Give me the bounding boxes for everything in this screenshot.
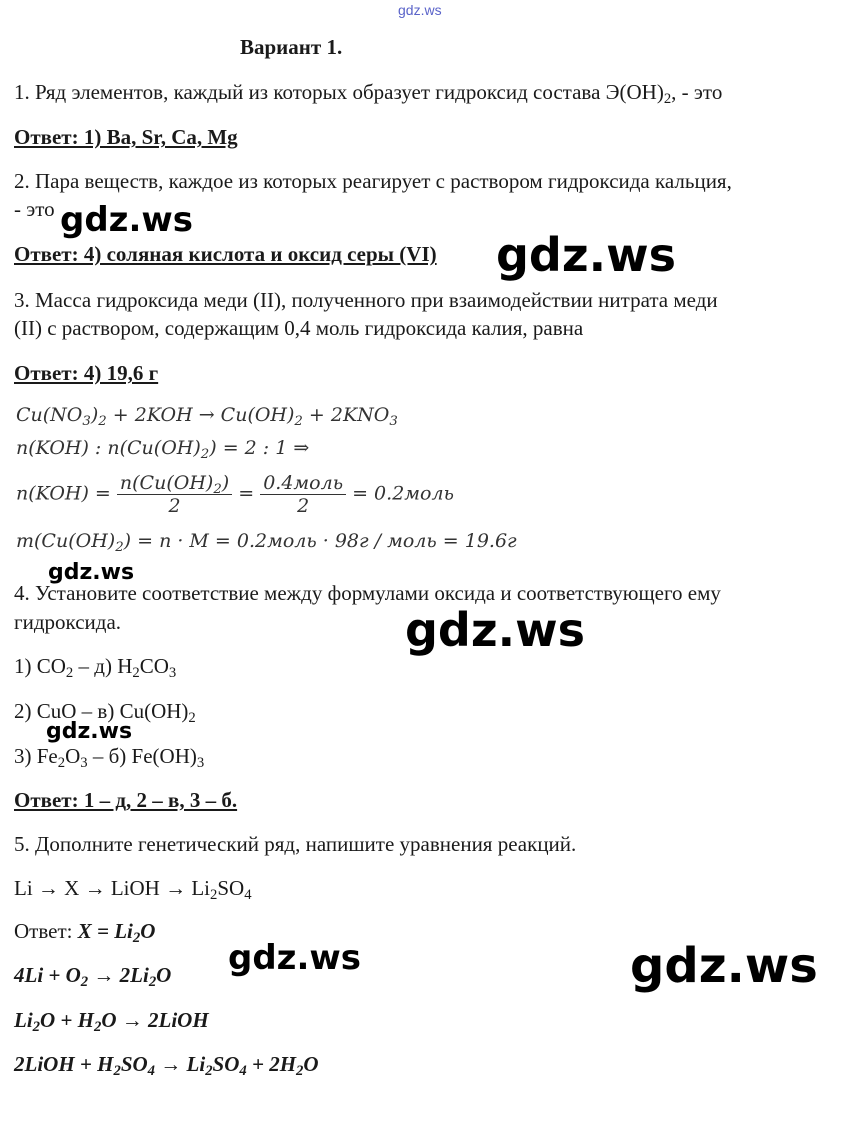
watermark: gdz.ws: [48, 560, 135, 585]
question-4-line-1: 4. Установите соответствие между формулами оксида и соответствующего ему: [14, 581, 721, 605]
page-title: Вариант 1.: [240, 35, 343, 59]
reaction-2: $Li_2O + H_2O$ → 2LiOH: [14, 1008, 209, 1035]
question-3-line-2: (II) с раствором, содержащим 0,4 моль гидроксида калия, равна: [14, 316, 584, 340]
answer-3: Ответ: 4) 19,6 г: [14, 361, 159, 385]
equation-reaction: $Cu(NO_3)_2 + 2KOH \to Cu(OH)_2 + 2KNO_3$: [16, 404, 398, 429]
reaction-1: $4Li + O_2 \to 2Li_2O$: [14, 963, 172, 990]
watermark: gdz.ws: [46, 719, 133, 744]
question-2-line-1: 2. Пара веществ, каждое из которых реагирует с раствором гидроксида кальция,: [14, 169, 732, 193]
watermark: gdz.ws: [228, 938, 362, 978]
answer-2: Ответ: 4) соляная кислота и оксид серы (VI): [14, 242, 437, 266]
answer-4: Ответ: 1 – д, 2 – в, 3 – б.: [14, 788, 238, 812]
watermark-top: gdz.ws: [398, 2, 442, 18]
equation-ratio: n(KOH) : $n(Cu(OH)_2) = 2$ : 1 ⇒: [16, 437, 310, 462]
match-item-2: 2) CuO – в) $Cu(OH)_2$: [14, 699, 196, 726]
question-1: 1. Ряд элементов, каждый из которых образует гидроксид состава $Э(ОН)_2$, - это: [14, 80, 723, 107]
question-5: 5. Дополните генетический ряд, напишите уравнения реакций.: [14, 832, 577, 856]
match-item-3: 3) $Fe_2O_3 - б$) $Fe(OH)_3$: [14, 744, 205, 771]
equation-moles: n(KOH) = $\frac{n(Cu(OH)_2)}{2}$ = $\frac{\text{0.4моль}}{2}$ = 0.2моль: [16, 472, 454, 517]
watermark: gdz.ws: [60, 200, 194, 240]
watermark: gdz.ws: [405, 603, 585, 657]
match-item-1: 1) $CO_2 - д$) $H_2CO_3$: [14, 654, 177, 681]
question-4-line-2: гидроксида.: [14, 610, 122, 634]
answer-5: Ответ: $X = Li_2O$: [14, 919, 156, 946]
answer-1: Ответ: 1) Ba, Sr, Ca, Mg: [14, 125, 238, 149]
question-3-line-1: 3. Масса гидроксида меди (II), полученного при взаимодействии нитрата меди: [14, 288, 718, 312]
equation-mass: $m(Cu(OH)_2) = n \cdot M$ = 0.2моль · 98г / моль = 19.6г: [16, 530, 517, 555]
genetic-chain: Li → X → LiOH → $Li_2SO_4$: [14, 876, 252, 903]
watermark: gdz.ws: [630, 938, 818, 994]
reaction-3: 2LiOH + $H_2SO_4 \to Li_2SO_4 + 2H_2O$: [14, 1052, 319, 1079]
watermark: gdz.ws: [496, 228, 676, 282]
question-2-line-2: - это: [14, 197, 55, 221]
